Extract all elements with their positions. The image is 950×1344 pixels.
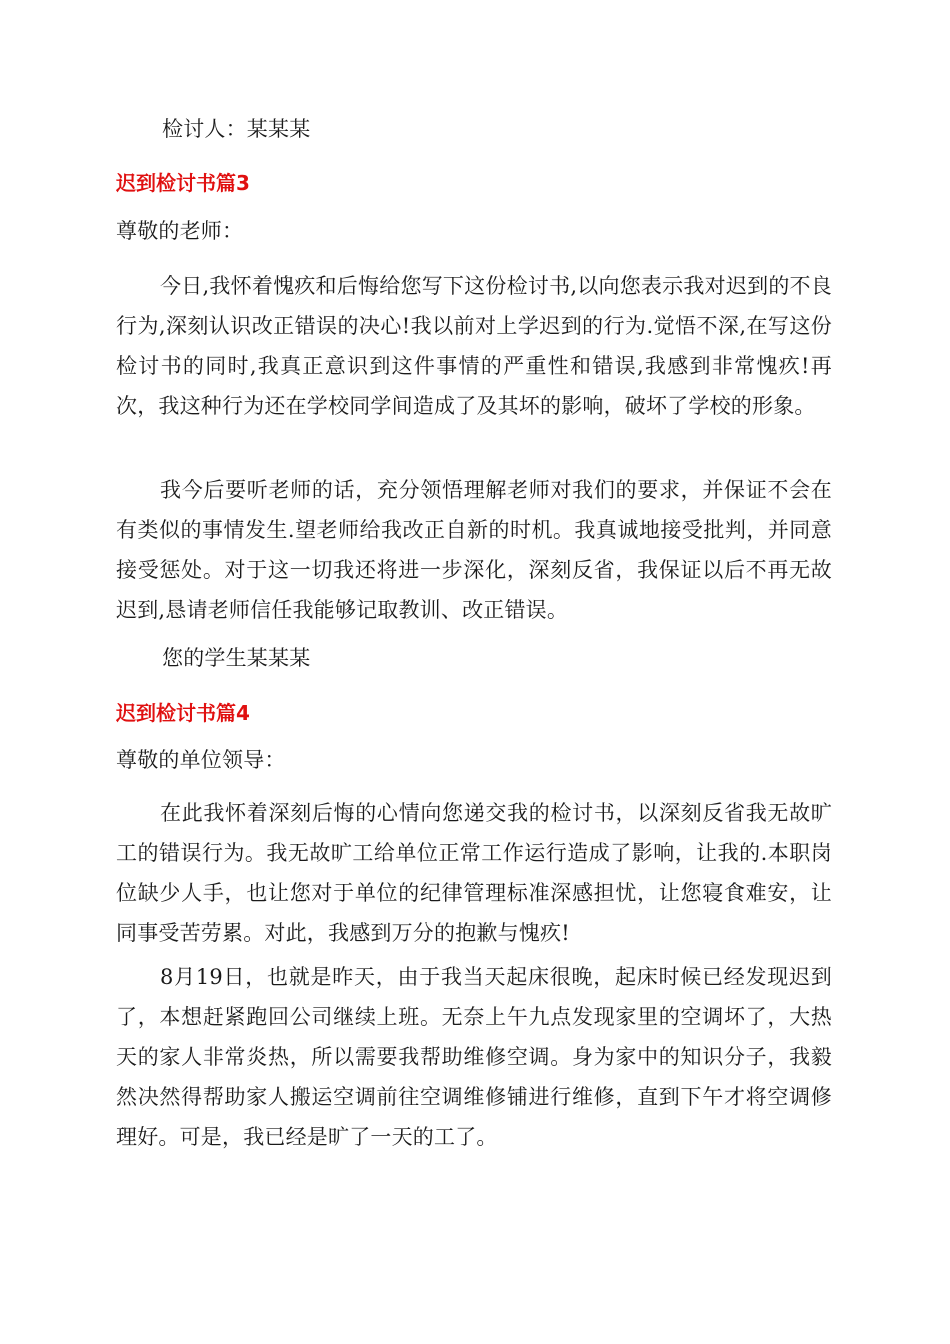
paragraph-3-1: 今日,我怀着愧疚和后悔给您写下这份检讨书,以向您表示我对迟到的不良行为,深刻认识改正错误的决心!我以前对上学迟到的行为.觉悟不深,在写这份检讨书的同时,我真正意识到这件事情的严重性和错误,我感到非常愧疚!再次，我这种行为还在学校同学间造成了及其坏的影响，破坏了学校的形象。 bbox=[116, 274, 832, 418]
salutation-leader: 尊敬的单位领导： bbox=[116, 748, 286, 772]
section-heading-4: 迟到检讨书篇4 bbox=[116, 701, 250, 725]
section-heading-3: 迟到检讨书篇3 bbox=[116, 171, 250, 195]
paragraph-4-2: 8月19日，也就是昨天，由于我当天起床很晚，起床时候已经发现迟到了，本想赶紧跑回公司继续上班。无奈上午九点发现家里的空调坏了，大热天的家人非常炎热，所以需要我帮助维修空调。身为家中的知识分子，我毅然决然得帮助家人搬运空调前往空调维修铺进行维修，直到下午才将空调修理好。可是，我已经是旷了一天的工了。 bbox=[116, 965, 832, 1149]
signature-student: 您的学生某某某 bbox=[162, 646, 311, 670]
paragraph-4-1: 在此我怀着深刻后悔的心情向您递交我的检讨书，以深刻反省我无故旷工的错误行为。我无故旷工给单位正常工作运行造成了影响，让我的.本职岗位缺少人手，也让您对于单位的纪律管理标准深感担忧，让您寝食难安，让同事受苦劳累。对此，我感到万分的抱歉与愧疚! bbox=[116, 801, 832, 945]
salutation-teacher: 尊敬的老师： bbox=[116, 219, 244, 243]
paragraph-3-2: 我今后要听老师的话，充分领悟理解老师对我们的要求，并保证不会在有类似的事情发生.望老师给我改正自新的时机。我真诚地接受批判，并同意接受惩处。对于这一切我还将进一步深化，深刻反省，我保证以后不再无故迟到,恳请老师信任我能够记取教训、改正错误。 bbox=[116, 478, 832, 622]
signature-reviewer: 检讨人：某某某 bbox=[162, 117, 311, 141]
